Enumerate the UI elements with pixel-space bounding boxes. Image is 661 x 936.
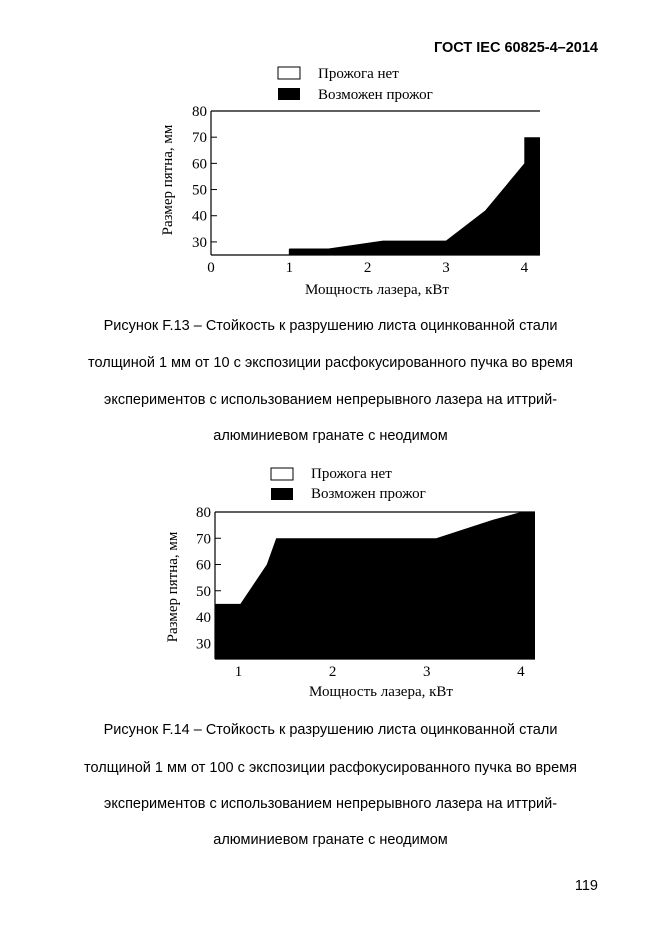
x-axis-label: Мощность лазера, кВт <box>305 282 449 298</box>
legend-burn-swatch <box>271 488 293 500</box>
y-tick-label: 50 <box>196 583 211 600</box>
legend-no-burn-label: Прожога нет <box>311 466 392 482</box>
y-axis-label: Размер пятна, мм <box>165 531 181 643</box>
burn-region-area <box>215 512 535 659</box>
caption-f14-line-3: экспериментов с использованием непрерывного лазера на иттрий- <box>103 796 558 812</box>
y-axis-label: Размер пятна, мм <box>160 124 176 236</box>
x-tick-label: 3 <box>423 664 431 680</box>
y-tick-label: 30 <box>196 636 211 653</box>
caption-f14-line-4: алюминиевом гранате с неодимом <box>213 832 448 848</box>
legend-burn-label: Возможен прожог <box>318 87 433 103</box>
x-tick-label: 4 <box>520 260 529 276</box>
caption-f13-line-1: Рисунок F.13 – Стойкость к разрушению листа оцинкованной стали <box>103 318 558 334</box>
legend-no-burn-swatch <box>271 468 293 480</box>
x-tick-label: 0 <box>207 260 215 276</box>
caption-f13-line-2: толщиной 1 мм от 10 с экспозиции расфокусированного пучка во время <box>88 355 573 371</box>
legend-no-burn-label: Прожога нет <box>318 66 399 82</box>
caption-f13-line-3: экспериментов с использованием непрерывного лазера на иттрий- <box>103 392 558 408</box>
caption-f13-line-4: алюминиевом гранате с неодимом <box>213 428 448 444</box>
caption-f14-line-2: толщиной 1 мм от 100 с экспозиции расфокусированного пучка во время <box>84 760 577 776</box>
y-tick-label: 80 <box>192 104 207 120</box>
y-tick-label: 60 <box>196 557 211 574</box>
x-tick-label: 1 <box>234 664 243 680</box>
y-tick-label: 60 <box>192 156 207 173</box>
document-header: ГОСТ IEC 60825-4–2014 <box>433 40 598 56</box>
y-tick-label: 40 <box>196 610 211 626</box>
x-tick-label: 4 <box>517 664 525 680</box>
x-tick-label: 2 <box>328 664 337 680</box>
y-tick-label: 30 <box>192 234 207 251</box>
y-tick-label: 70 <box>192 130 207 147</box>
x-tick-label: 3 <box>442 260 450 276</box>
x-tick-label: 2 <box>363 260 372 276</box>
x-axis-label: Мощность лазера, кВт <box>309 684 453 700</box>
page-number: 119 <box>574 878 598 894</box>
x-tick-label: 1 <box>285 260 294 276</box>
y-tick-label: 40 <box>192 208 207 225</box>
y-tick-label: 50 <box>192 182 207 199</box>
y-tick-label: 70 <box>196 531 211 548</box>
y-tick-label: 80 <box>196 505 211 521</box>
caption-f14-line-1: Рисунок F.14 – Стойкость к разрушению листа оцинкованной стали <box>103 722 558 738</box>
legend-burn-label: Возможен прожог <box>311 486 426 502</box>
